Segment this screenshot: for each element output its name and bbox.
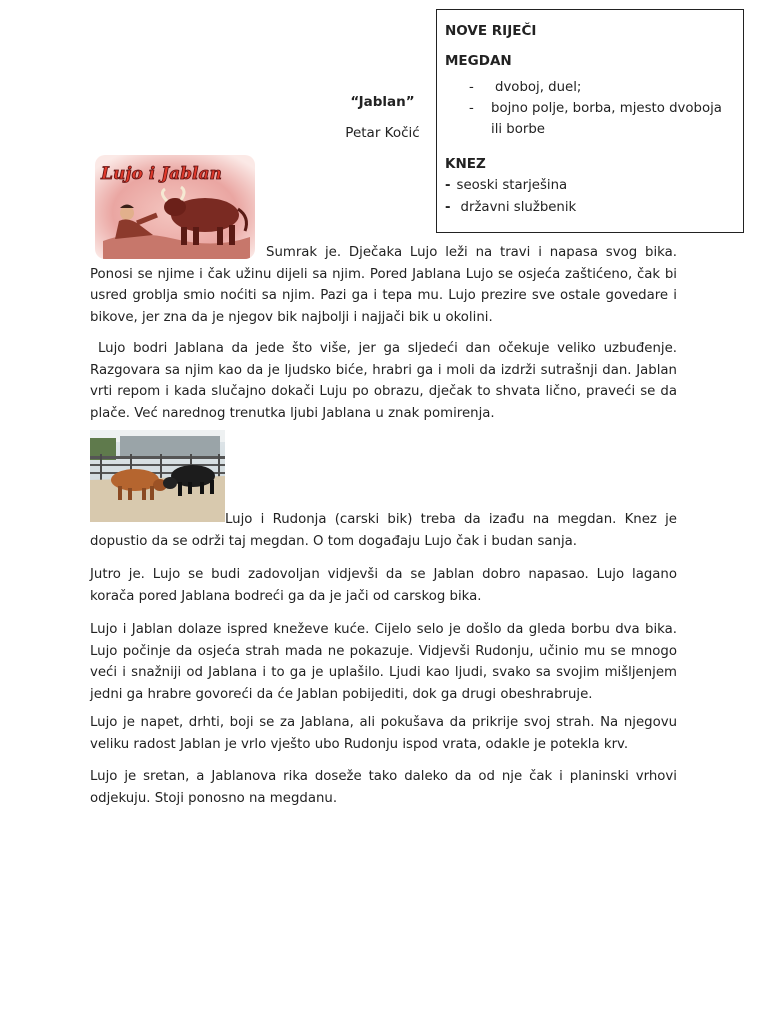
knez-definitions	[445, 175, 733, 219]
definition-item: - dvoboj, duel;	[469, 80, 582, 95]
definition-item: - državni službenik	[445, 200, 577, 215]
vocab-word-knez: KNEZ	[445, 156, 486, 172]
story-author: Petar Kočić	[345, 125, 420, 141]
paragraph: Jutro je. Lujo se budi zadovoljan vidjevši da se Jablan dobro napasao. Lujo lagano korača pored Jablana bodreći ga da je jači od carskog bika.	[90, 567, 677, 604]
story-title: “Jablan”	[350, 94, 415, 110]
paragraph: Lujo bodri Jablana da jede što više, jer ga sljedeći dan očekuje veliko uzbuđenje. Razgovara sa njim kao da je ljudsko biće, hrabri ga i moli da izdrži sutrašnji dan. Jablan vrti repom i kada slučajno dokači Luju po obrazu, dječak to shvata lično, praveći se da plače. Već narednog trenutka ljubi Jablana u znak pomirenja.	[90, 341, 677, 421]
paragraph: Lujo i Jablan dolaze ispred kneževe kuće. Cijelo selo je došlo da gleda borbu dva bika. Lujo počinje da osjeća strah mada ne pokazuje. Vidjevši Rudonju, učinio mu se mnogo veći i snažniji od Jablana i to ga je uplašilo. Ljudi kao ljudi, svako sa svojim mišljenjem jedni ga hrabre govoreći da će Jablan pobijediti, dok ga drugi obeshrabruje.	[90, 622, 677, 702]
vocab-word-megdan: MEGDAN	[445, 53, 512, 69]
vocabulary-box	[436, 9, 744, 233]
paragraph: Lujo i Rudonja (carski bik) treba da izađu na megdan. Knez je dopustio da se održi taj megdan. O tom događaju Lujo čak i budan sanja.	[90, 512, 677, 549]
megdan-definitions	[445, 77, 733, 140]
paragraph: Lujo je sretan, a Jablanova rika doseže tako daleko da od nje čak i planinski vrhovi odjekuju. Stoji ponosno na megdanu.	[90, 769, 677, 806]
definition-item: - seoski starješina	[445, 178, 568, 193]
definition-item: - bojno polje, borba, mjesto dvoboja ili borbe	[469, 101, 722, 137]
vocabulary-heading: NOVE RIJEČI	[445, 23, 537, 39]
paragraph: Sumrak je. Dječaka Lujo leži na travi i napasa svog bika. Ponosi se njime i čak užinu dijeli sa njim. Pored Jablana Lujo se osjeća zaštićeno, čak bi usred groblja smio noćiti sa njim. Pazi ga i tepa mu. Lujo prezire sve ostale govedare i bikove, jer zna da je njegov bik najbolji i najjači bik u okolini.	[90, 245, 677, 325]
paragraph: Lujo je napet, drhti, boji se za Jablana, ali pokušava da prikrije svoj strah. Na njegovu veliku radost Jablan je vrlo vješto ubo Rudonju ispod vrata, odakle je potekla krv.	[90, 715, 677, 752]
svg-text:Lujo i Jablan: Lujo i Jablan	[101, 164, 222, 184]
